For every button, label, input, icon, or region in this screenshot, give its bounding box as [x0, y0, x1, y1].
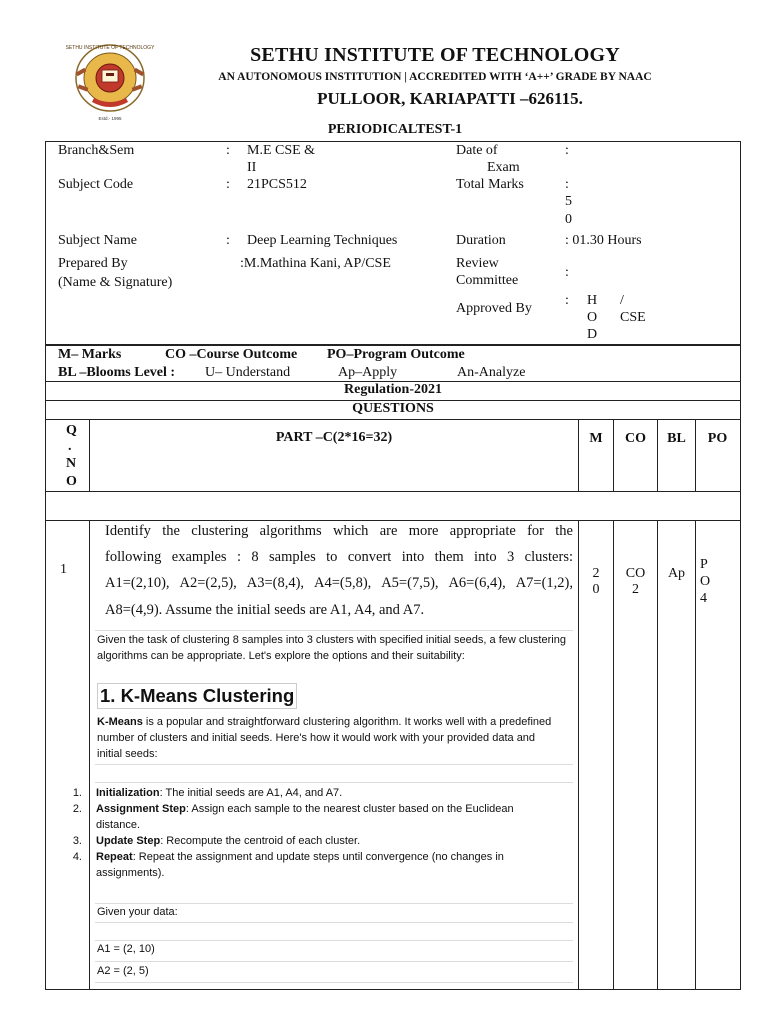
- subject-name-value: Deep Learning Techniques: [247, 233, 398, 248]
- qno-header-q: Q: [66, 423, 77, 438]
- answer-heading: 1. K-Means Clustering: [97, 683, 297, 709]
- logo-ring-text: SETHU INSTITUTE OF TECHNOLOGY: [65, 45, 155, 51]
- answer-steps: [68, 785, 558, 881]
- question-number: 1: [60, 562, 67, 577]
- step-desc-3: : Recompute the centroid of each cluster.: [160, 835, 361, 847]
- approved-label: Approved By: [456, 301, 532, 316]
- total-marks-label: Total Marks: [456, 177, 524, 192]
- review-label-2: Committee: [456, 273, 519, 288]
- approved-h: H: [587, 293, 598, 308]
- institute-address: PULLOOR, KARIAPATTI –626115.: [317, 89, 583, 108]
- step-bold-1: Initialization: [96, 787, 160, 799]
- qno-header-o: O: [66, 474, 77, 489]
- step-row-2: [68, 801, 558, 833]
- step-text-1: [96, 785, 556, 801]
- answer-intro: Given the task of clustering 8 samples into 3 clusters with specified initial seeds, a few clustering algorithms can be appropriate. Let's explore the options and their suitability:: [97, 634, 566, 662]
- question-bl: Ap: [667, 566, 686, 581]
- kmeans-term: K-Means: [97, 716, 143, 728]
- duration-label: Duration: [456, 233, 506, 248]
- legend-co: CO –Course Outcome: [165, 347, 298, 362]
- prepared-label-1: Prepared By: [58, 256, 128, 271]
- bl-header: BL: [667, 431, 686, 446]
- branch-label: Branch&Sem: [58, 143, 135, 158]
- subject-name-label: Subject Name: [58, 233, 137, 248]
- po-header: PO: [707, 431, 728, 446]
- step-row-4: [68, 849, 558, 881]
- step-desc-1: : The initial seeds are A1, A4, and A7.: [159, 787, 343, 799]
- colon: :: [565, 143, 569, 158]
- step-row-3: [68, 833, 558, 849]
- legend-bl: BL –Blooms Level :: [58, 365, 176, 380]
- branch-value-1: M.E CSE &: [247, 143, 316, 158]
- question-line-2: following examples : 8 samples to convert into them into 3 clusters:: [105, 549, 573, 565]
- question-marks-1: 2: [592, 566, 600, 581]
- date-label-1: Date of: [456, 143, 498, 158]
- answer-kmeans-paragraph: [97, 714, 557, 762]
- subject-code-value: 21PCS512: [247, 177, 307, 192]
- prepared-label-2: (Name & Signature): [58, 275, 173, 290]
- given-data-label: Given your data:: [97, 906, 178, 918]
- review-label-1: Review: [456, 256, 499, 271]
- approved-slash: /: [620, 293, 624, 308]
- question-line-4: A8=(4,9). Assume the initial seeds are A1, A4, and A7.: [105, 602, 425, 618]
- question-marks-2: 0: [592, 582, 600, 597]
- step-desc-2: : Assign each sample to the nearest cluster based on the Euclidean distance.: [96, 803, 514, 831]
- qno-header-dot: .: [68, 439, 72, 454]
- prepared-value: :M.Mathina Kani, AP/CSE: [240, 256, 391, 271]
- data-point-a1: A1 = (2, 10): [97, 943, 155, 955]
- branch-value-2: II: [247, 160, 257, 175]
- date-label-2: Exam: [487, 160, 520, 175]
- step-text-4: [96, 849, 556, 881]
- step-text-3: [96, 833, 556, 849]
- total-marks-digit-2: 0: [565, 212, 572, 227]
- institute-subtitle: AN AUTONOMOUS INSTITUTION | ACCREDITED WITH ‘A++’ GRADE BY NAAC: [218, 71, 652, 83]
- step-num-4: 4.: [72, 851, 82, 863]
- colon: :: [565, 177, 569, 192]
- step-desc-4: : Repeat the assignment and update steps until convergence (no changes in assignments).: [96, 851, 504, 879]
- colon: :: [226, 177, 230, 192]
- question-po-3: 4: [700, 591, 707, 606]
- legend-apply: Ap–Apply: [338, 365, 398, 380]
- part-header: PART –C(2*16=32): [275, 430, 393, 445]
- step-bold-3: Update Step: [96, 835, 161, 847]
- total-marks-digit-1: 5: [565, 194, 572, 209]
- legend-analyze: An-Analyze: [457, 365, 526, 380]
- questions-text: QUESTIONS: [352, 401, 434, 416]
- test-title: PERIODICALTEST-1: [327, 122, 463, 137]
- colon: :: [565, 265, 569, 280]
- approved-d: D: [587, 327, 598, 342]
- step-text-2: [96, 801, 556, 833]
- question-po-2: O: [700, 574, 711, 589]
- duration-value: : 01.30 Hours: [565, 233, 642, 248]
- marks-header: M: [589, 431, 603, 446]
- legend-understand: U– Understand: [205, 365, 291, 380]
- step-num-1: 1.: [72, 787, 82, 799]
- question-po-1: P: [700, 557, 708, 572]
- colon: :: [565, 293, 569, 308]
- question-co-1: CO: [625, 566, 646, 581]
- co-header: CO: [625, 431, 646, 446]
- question-co-2: 2: [632, 582, 639, 597]
- logo-estd-text: Estd.- 1995: [98, 116, 122, 121]
- question-line-1: Identify the clustering algorithms which are more appropriate for the: [105, 523, 573, 539]
- kmeans-description: is a popular and straightforward clustering algorithm. It works well with a predefined number of clusters and initial seeds. Here's how it would work with your provided data and initial seeds:: [97, 716, 552, 760]
- institute-name: SETHU INSTITUTE OF TECHNOLOGY: [250, 44, 620, 66]
- step-num-3: 3.: [72, 835, 82, 847]
- approved-cse: CSE: [620, 310, 646, 325]
- step-bold-4: Repeat: [96, 851, 133, 863]
- colon: :: [226, 233, 230, 248]
- data-point-a2: A2 = (2, 5): [97, 965, 149, 977]
- regulation-text: Regulation-2021: [344, 382, 442, 397]
- step-bold-2: Assignment Step: [96, 803, 186, 815]
- approved-o: O: [587, 310, 598, 325]
- colon: :: [226, 143, 230, 158]
- qno-header-n: N: [66, 456, 77, 471]
- step-num-2: 2.: [72, 803, 82, 815]
- legend-po: PO–Program Outcome: [327, 347, 465, 362]
- legend-marks: M– Marks: [58, 347, 122, 362]
- question-line-3: A1=(2,10), A2=(2,5), A3=(8,4), A4=(5,8), A5=(7,5), A6=(6,4), A7=(1,2),: [105, 575, 573, 591]
- step-row-1: [68, 785, 558, 801]
- subject-code-label: Subject Code: [58, 177, 134, 192]
